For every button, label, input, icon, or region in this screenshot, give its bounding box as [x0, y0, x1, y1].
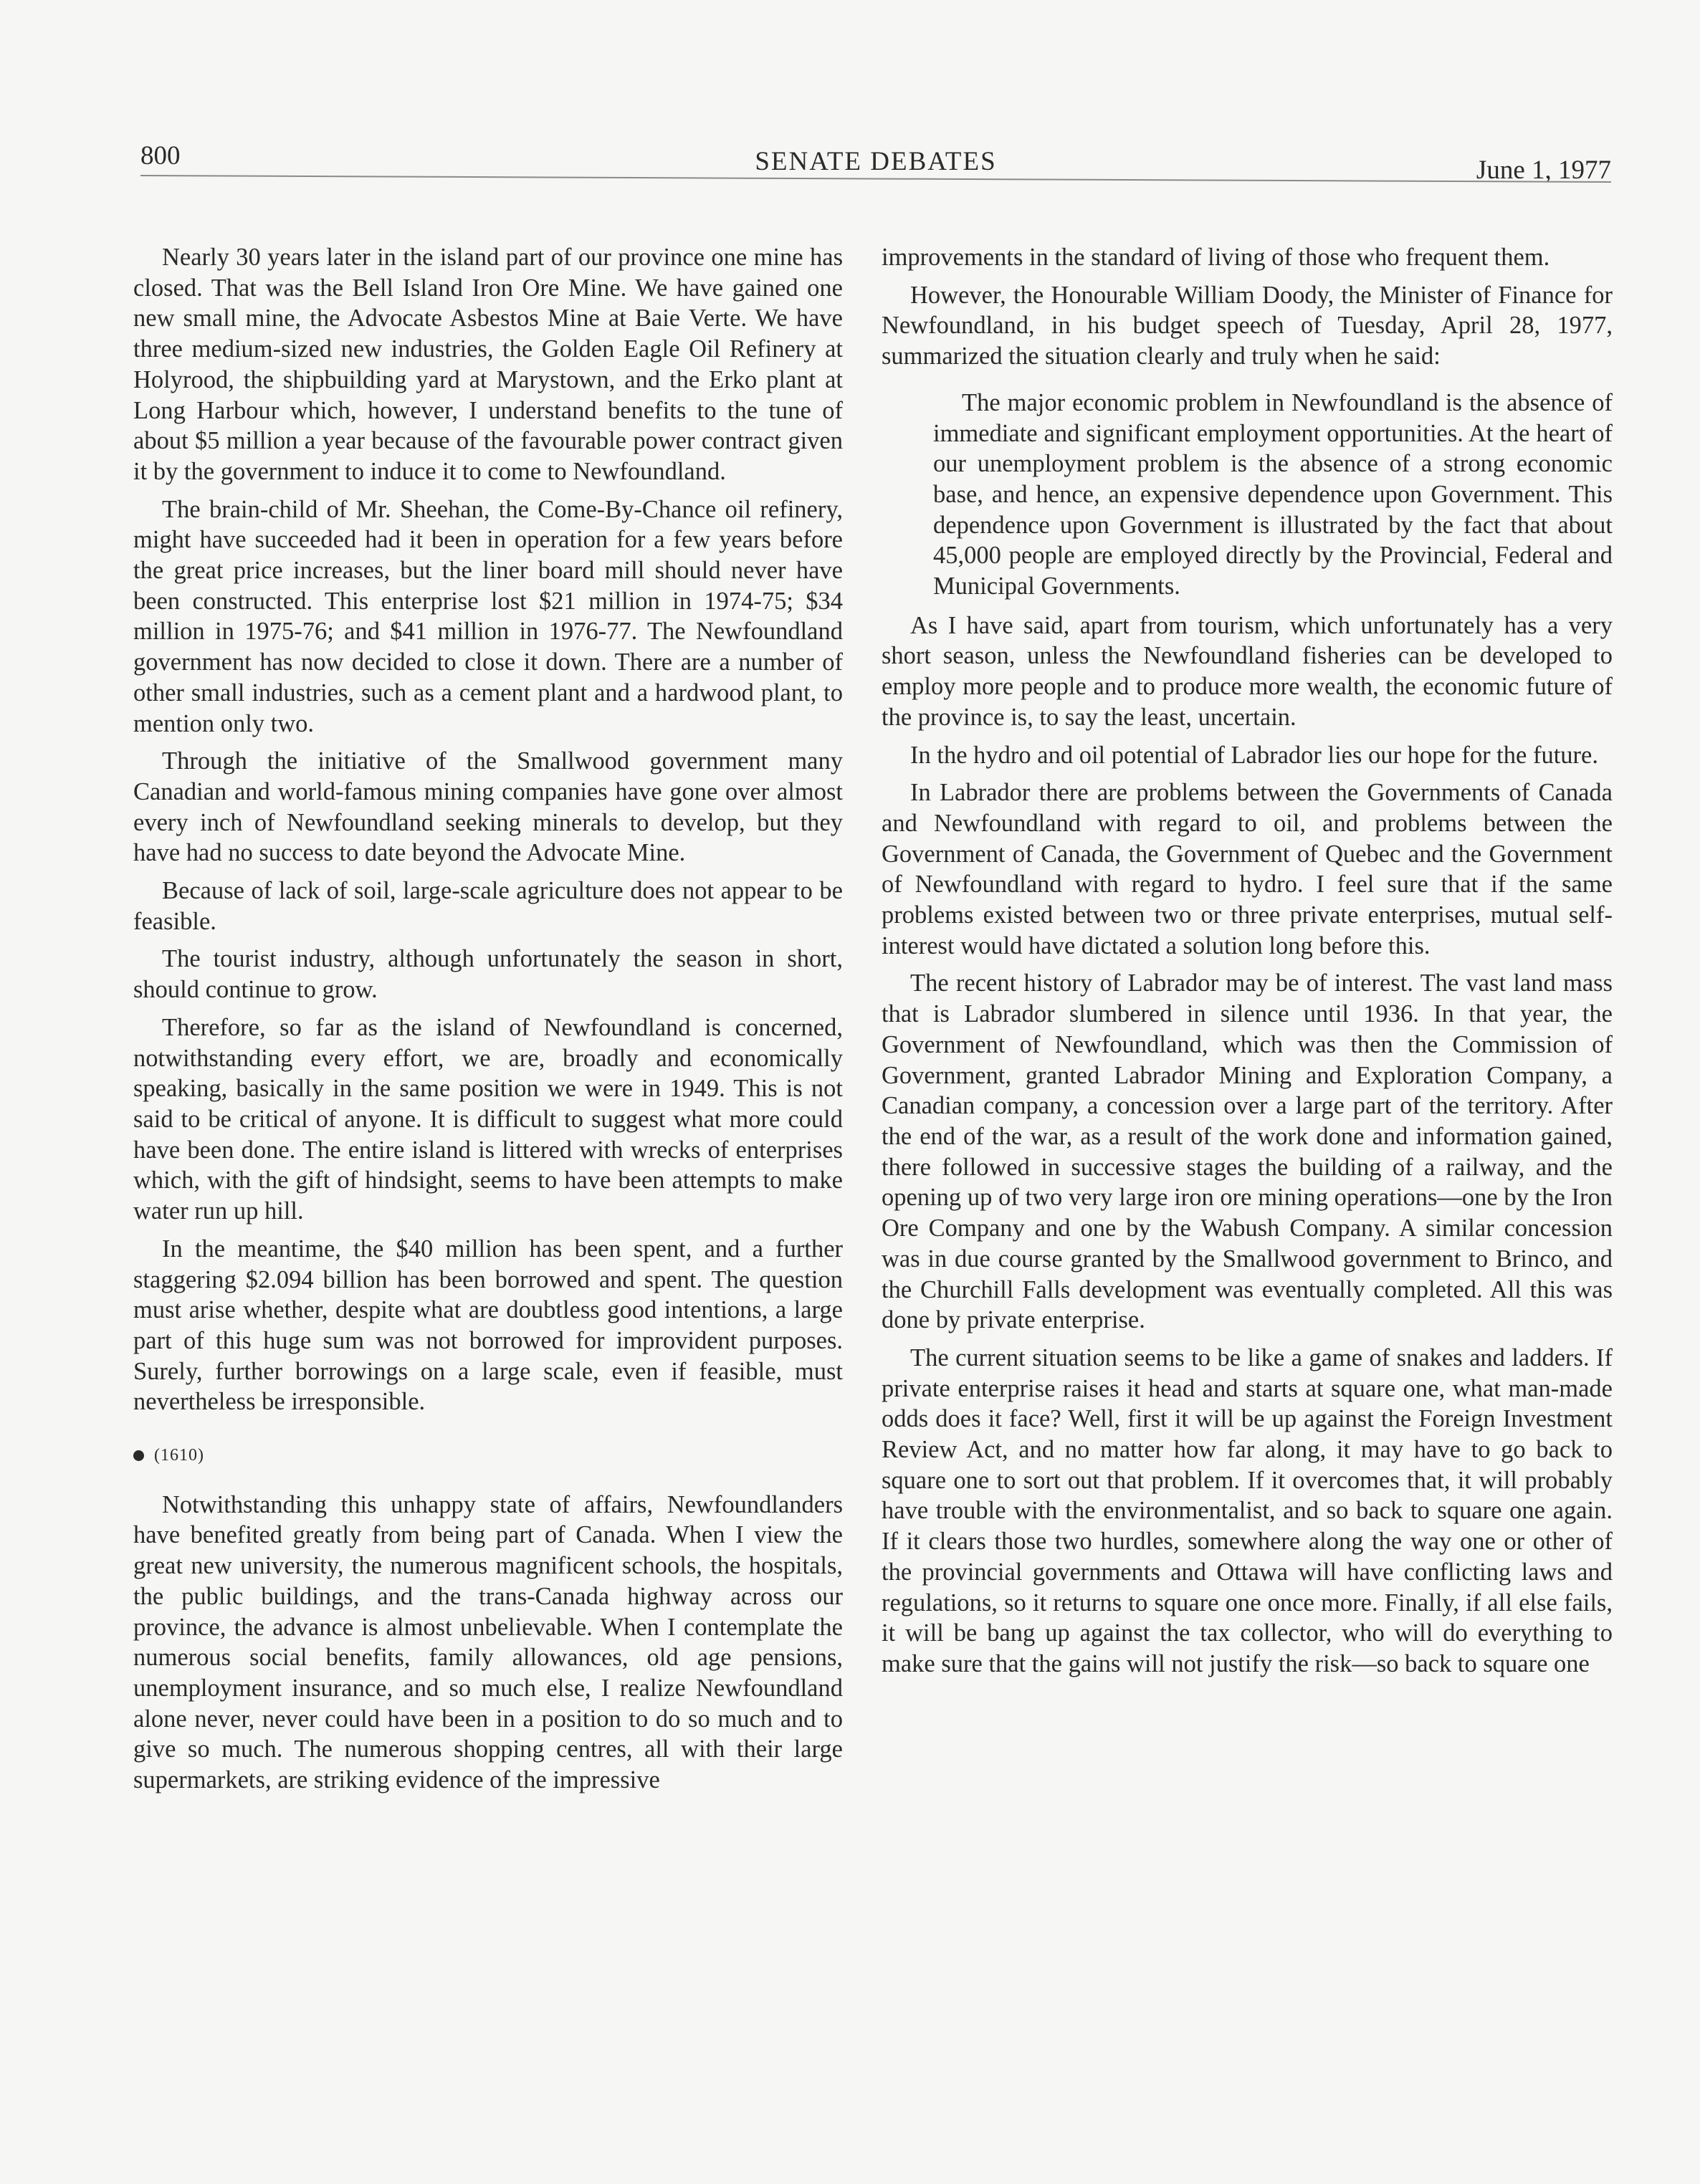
paragraph: The brain-child of Mr. Sheehan, the Come-By-Chance oil refinery, might have succeeded had it been in operation for a few years before the great price increases, but the liner board mill should never have been constructed. This enterprise lost $21 million in 1974-75; $34 million in 1975-76; and $41 million in 1976-77. The Newfoundland government has now decided to close it down. There are a number of other small industries, such as a cement plant and a hardwood plant, to mention only two.	[133, 495, 843, 737]
bullet-dot-icon	[133, 1450, 144, 1461]
paragraph: Therefore, so far as the island of Newfoundland is concerned, notwithstanding every effort, we are, broadly and economically speaking, basically in the same position we were in 1949. This is not said to be critical of anyone. It is difficult to suggest what more could have been done. The entire island is littered with wrecks of enterprises which, with the gift of hindsight, seems to have been attempts to make water run up hill.	[133, 1013, 843, 1225]
paragraph: In the meantime, the $40 million has been spent, and a further staggering $2.094 billion has been borrowed and spent. The question must arise whether, despite what are doubtless good intentions, a large part of this huge sum was not borrowed for improvident purposes. Surely, further borrowings on a large scale, even if feasible, must nevertheless be irresponsible.	[133, 1235, 843, 1416]
paragraph: The current situation seems to be like a game of snakes and ladders. If private enterprise raises it head and starts at square one, what man-made odds does it face? Well, first it will be up against the Foreign Investment Review Act, and no matter how far along, it may have to go back to square one to sort out that problem. If it overcomes that, it will probably have trouble with the environmentalist, and so back to square one again. If it clears those two hurdles, somewhere along the way one or other of the provincial governments and Ottawa will have conflicting laws and regulations, so it returns to square one once more. Finally, if all else fails, it will be bang up against the tax collector, who will do everything to make sure that the gains will not justify the risk—so back to square one	[882, 1344, 1613, 1677]
left-column	[133, 242, 843, 1803]
publication-title: SENATE DEBATES	[755, 147, 997, 176]
right-column	[882, 242, 1613, 1687]
paragraph: Notwithstanding this unhappy state of affairs, Newfoundlanders have benefited greatly from being part of Canada. When I view the great new university, the numerous magnificent schools, the hospitals, the public buildings, and the trans-Canada highway across our province, the advance is almost unbelievable. When I contemplate the numerous social benefits, family allowances, old age pensions, unemployment insurance, and so much else, I realize Newfoundland alone never, never could have been in a position to do so much and to give so much. The numerous shopping centres, all with their large supermarkets, are striking evidence of the impressive	[133, 1490, 843, 1794]
issue-date: June 1, 1977	[1476, 155, 1611, 185]
paragraph: Because of lack of soil, large-scale agriculture does not appear to be feasible.	[133, 877, 843, 935]
time-marker-text: (1610)	[154, 1446, 204, 1465]
time-marker	[133, 1440, 843, 1471]
quote-text: The major economic problem in Newfoundland is the absence of immediate and significant employment opportunities. At the heart of our unemployment problem is the absence of a strong economic base, and hence, an expensive dependence upon Government. This dependence upon Government is illustrated by the fact that about 45,000 people are employed directly by the Provincial, Federal and Municipal Governments.	[933, 388, 1613, 600]
paragraph: However, the Honourable William Doody, the Minister of Finance for Newfoundland, in his budget speech of Tuesday, April 28, 1977, summarized the situation clearly and truly when he said:	[882, 281, 1613, 370]
paragraph: Nearly 30 years later in the island part of our province one mine has closed. That was the Bell Island Iron Ore Mine. We have gained one new small mine, the Advocate Asbestos Mine at Baie Verte. We have three medium-sized new industries, the Golden Eagle Oil Refinery at Holyrood, the shipbuilding yard at Marystown, and the Erko plant at Long Harbour which, however, I understand benefits to the tune of about $5 million a year because of the favourable power contract given it by the government to induce it to come to Newfoundland.	[133, 244, 843, 485]
page-number: 800	[140, 141, 181, 171]
paragraph: The recent history of Labrador may be of interest. The vast land mass that is Labrador slumbered in silence until 1936. In that year, the Government of Newfoundland, which was then the Commission of Government, granted Labrador Mining and Exploration Company, a Canadian company, a concession over a large part of the territory. After the end of the war, as a result of the work done and information gained, there followed in successive stages the building of a railway, and the opening up of two very large iron ore mining operations—one by the Iron Ore Company and one by the Wabush Company. A similar concession was in due course granted by the Smallwood government to Brinco, and the Churchill Falls development was eventually completed. All this was done by private enterprise.	[882, 969, 1613, 1334]
paragraph: In Labrador there are problems between the Governments of Canada and Newfoundland with regard to oil, and problems between the Government of Canada, the Government of Quebec and the Government of Newfoundland with regard to hydro. I feel sure that if the same problems existed between two or three private enterprises, mutual self-interest would have dictated a solution long before this.	[882, 779, 1613, 959]
budget-speech-quote	[933, 388, 1613, 602]
paragraph: As I have said, apart from tourism, which unfortunately has a very short season, unless the Newfoundland fisheries can be developed to employ more people and to produce more wealth, the economic future of the province is, to say the least, uncertain.	[882, 611, 1613, 731]
paragraph: Through the initiative of the Smallwood government many Canadian and world-famous mining companies have gone over almost every inch of Newfoundland seeking minerals to develop, but they have had no success to date beyond the Advocate Mine.	[133, 747, 843, 867]
paragraph-continued: improvements in the standard of living of those who frequent them.	[882, 244, 1550, 271]
paragraph: In the hydro and oil potential of Labrador lies our hope for the future.	[910, 741, 1598, 769]
paragraph: The tourist industry, although unfortunately the season in short, should continue to grow.	[133, 945, 843, 1004]
